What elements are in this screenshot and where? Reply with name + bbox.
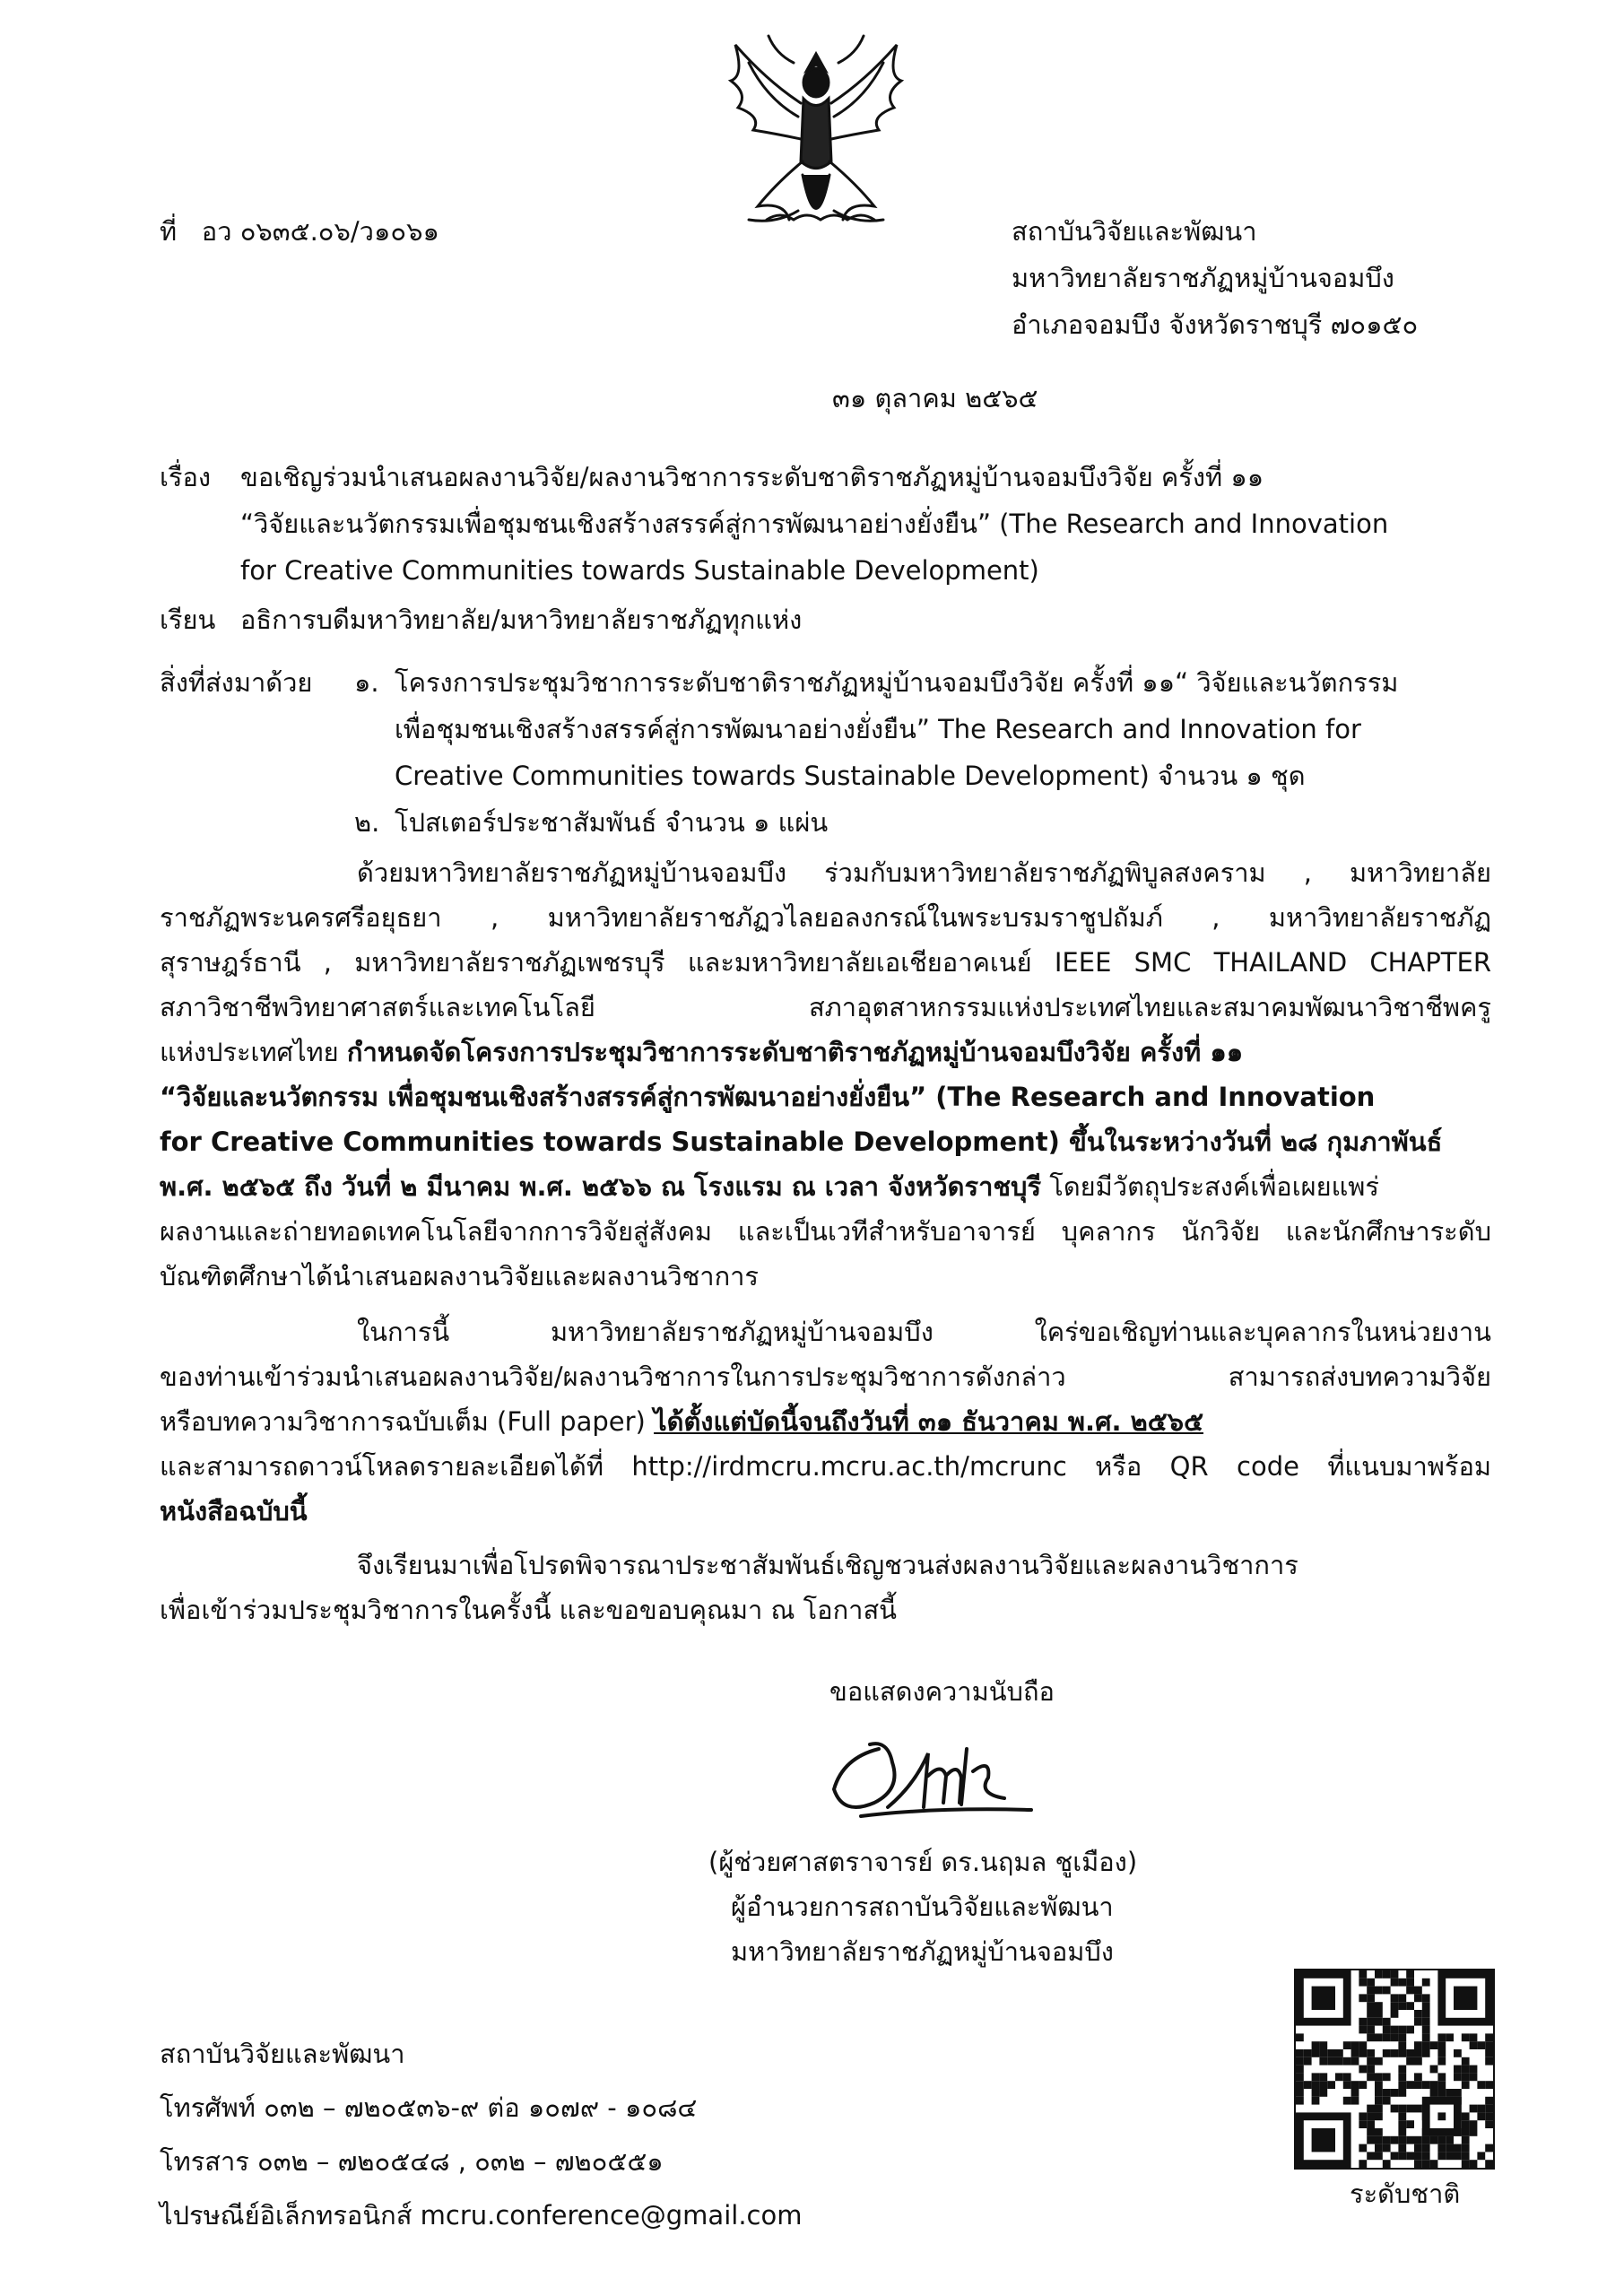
footer-email: ไปรษณีย์อิเล็กทรอนิกส์ mcru.conference@gmail.com (160, 2200, 803, 2231)
body-line: for Creative Communities towards Sustainable Development) ขึ้นในระหว่างวันที่ ๒๘ กุมภาพันธ์ (160, 1126, 1443, 1157)
closing-phrase: ขอแสดงความนับถือ (829, 1676, 1055, 1707)
body-text-bold: กำหนดจัดโครงการประชุมวิชาการระดับชาติราชภัฏหมู่บ้านจอมบึงวิจัย ครั้งที่ ๑๑ (346, 1037, 1244, 1067)
subject-line: “วิจัยและนวัตกรรมเพื่อชุมชนเชิงสร้างสรรค์สู่การพัฒนาอย่างยั่งยืน” (The Research and Innovation (240, 509, 1389, 539)
subject-line: ขอเชิญร่วมนำเสนอผลงานวิจัย/ผลงานวิชาการระดับชาติราชภัฏหมู่บ้านจอมบึงวิจัย ครั้งที่ ๑๑ (240, 462, 1264, 492)
sender-address-line: มหาวิทยาลัยราชภัฏหมู่บ้านจอมบึง (1012, 263, 1394, 293)
subject-label: เรื่อง (160, 462, 212, 492)
footer-phone: โทรศัพท์ ๐๓๒ – ๗๒๐๕๓๖-๙ ต่อ ๑๐๗๙ - ๑๐๘๔ (160, 2092, 698, 2123)
body-line: ผลงานและถ่ายทอดเทคโนโลยีจากการวิจัยสู่สังคม และเป็นเวทีสำหรับอาจารย์ บุคลากร นักวิจัย และนักศึกษาระดับ (160, 1216, 1491, 1247)
enclosure-number: ๒. (354, 807, 380, 838)
enclosures-label: สิ่งที่ส่งมาด้วย (160, 667, 313, 698)
body-line: เพื่อเข้าร่วมประชุมวิชาการในครั้งนี้ และขอขอบคุณมา ณ โอกาสนี้ (160, 1595, 897, 1625)
body-line: “วิจัยและนวัตกรรม เพื่อชุมชนเชิงสร้างสรรค์สู่การพัฒนาอย่างยั่งยืน” (The Research and Innovation (160, 1082, 1376, 1112)
body-paragraph-1 (160, 850, 1491, 1299)
body-line: และสามารถดาวน์โหลดรายละเอียดได้ที่ http://irdmcru.mcru.ac.th/mcrunc หรือ QR code ที่แนบมาพร้อม (160, 1451, 1491, 1482)
body-text-bold: พ.ศ. ๒๕๖๕ ถึง วันที่ ๒ มีนาคม พ.ศ. ๒๕๖๖ ณ โรงแรม ณ เวลา จังหวัดราชบุรี (160, 1171, 1042, 1202)
addressee-label: เรียน (160, 604, 216, 635)
subject-line: for Creative Communities towards Sustainable Development) (240, 555, 1039, 586)
enclosure-item (395, 659, 1398, 799)
body-line: สุราษฎร์ธานี , มหาวิทยาลัยราชภัฏเพชรบุรี และมหาวิทยาลัยเอเชียอาคเนย์ IEEE SMC THAILAND CHAPTER (160, 947, 1491, 978)
subject-text (240, 454, 1491, 594)
footer-fax: โทรสาร ๐๓๒ – ๗๒๐๕๔๘ , ๐๓๒ – ๗๒๐๕๕๑ (160, 2146, 664, 2177)
garuda-emblem (713, 27, 919, 251)
body-line (160, 1030, 1491, 1074)
reference-label: ที่ (160, 216, 178, 247)
sender-address-line: อำเภอจอมบึง จังหวัดราชบุรี ๗๐๑๕๐ (1012, 309, 1419, 340)
body-line: สภาวิชาชีพวิทยาศาสตร์และเทคโนโลยี สภาอุตสาหกรรมแห่งประเทศไทยและสมาคมพัฒนาวิชาชีพครู (160, 992, 1491, 1022)
body-text: หรือบทความวิชาการฉบับเต็ม (Full paper) (160, 1406, 655, 1437)
body-line: บัณฑิตศึกษาได้นำเสนอผลงานวิจัยและผลงานวิชาการ (160, 1261, 760, 1292)
qr-caption: ระดับชาติ (1350, 2179, 1461, 2209)
signatory-position: ผู้อำนวยการสถาบันวิจัยและพัฒนา (731, 1892, 1114, 1922)
body-paragraph-3 (160, 1543, 1491, 1632)
body-line: จึงเรียนมาเพื่อโปรดพิจารณาประชาสัมพันธ์เชิญชวนส่งผลงานวิจัยและผลงานวิชาการ (357, 1550, 1298, 1580)
reference-value: อว ๐๖๓๕.๐๖/ว๑๐๖๑ (201, 216, 439, 247)
body-text: โดยมีวัตถุประสงค์เพื่อเผยแพร่ (1041, 1171, 1380, 1202)
reference-number (160, 208, 439, 255)
sender-address-line: สถาบันวิจัยและพัฒนา (1012, 216, 1257, 247)
body-line (160, 1399, 1491, 1444)
body-line: ในการนี้ มหาวิทยาลัยราชภัฏหมู่บ้านจอมบึง ใคร่ขอเชิญท่านและบุคลากรในหน่วยงาน (357, 1317, 1491, 1347)
letter-date: ๓๑ ตุลาคม ๒๕๖๕ (832, 383, 1038, 413)
signatory-position: มหาวิทยาลัยราชภัฏหมู่บ้านจอมบึง (731, 1936, 1114, 1967)
enclosure-line: เพื่อชุมชนเชิงสร้างสรรค์สู่การพัฒนาอย่างยั่งยืน” The Research and Innovation for (395, 714, 1361, 744)
enclosure-line: Creative Communities towards Sustainable Development) จำนวน ๑ ชุด (395, 761, 1306, 791)
signatory-name: (ผู้ช่วยศาสตราจารย์ ดร.นฤมล ชูเมือง) (708, 1847, 1138, 1877)
handwritten-signature (825, 1722, 1040, 1830)
addressee-text: อธิการบดีมหาวิทยาลัย/มหาวิทยาลัยราชภัฏทุกแห่ง (240, 604, 803, 635)
sender-address (1012, 208, 1418, 348)
body-line: หนังสือฉบับนี้ (160, 1496, 308, 1526)
footer-department: สถาบันวิจัยและพัฒนา (160, 2039, 405, 2069)
body-paragraph-2 (160, 1309, 1491, 1534)
body-text: แห่งประเทศไทย (160, 1037, 347, 1067)
body-line: ของท่านเข้าร่วมนำเสนอผลงานวิจัย/ผลงานวิชาการในการประชุมวิชาการดังกล่าว สามารถส่งบทความวิจัย (160, 1361, 1491, 1392)
body-line: ด้วยมหาวิทยาลัยราชภัฏหมู่บ้านจอมบึง ร่วมกับมหาวิทยาลัยราชภัฏพิบูลสงคราม , มหาวิทยาลัย (357, 857, 1491, 888)
enclosure-line: โครงการประชุมวิชาการระดับชาติราชภัฏหมู่บ้านจอมบึงวิจัย ครั้งที่ ๑๑“ วิจัยและนวัตกรรม (395, 667, 1399, 698)
body-line (160, 1164, 1491, 1209)
enclosure-item: โปสเตอร์ประชาสัมพันธ์ จำนวน ๑ แผ่น (395, 807, 829, 838)
qr-code (1294, 1969, 1495, 2170)
body-line: ราชภัฏพระนครศรีอยุธยา , มหาวิทยาลัยราชภัฏวไลยอลงกรณ์ในพระบรมราชูปถัมภ์ , มหาวิทยาลัยราชภัฏ (160, 902, 1491, 933)
deadline-text: ได้ตั้งแต่บัดนี้จนถึงวันที่ ๓๑ ธันวาคม พ.ศ. ๒๕๖๕ (654, 1406, 1204, 1437)
enclosure-number: ๑. (354, 667, 379, 698)
footer-contact (160, 2027, 802, 2242)
